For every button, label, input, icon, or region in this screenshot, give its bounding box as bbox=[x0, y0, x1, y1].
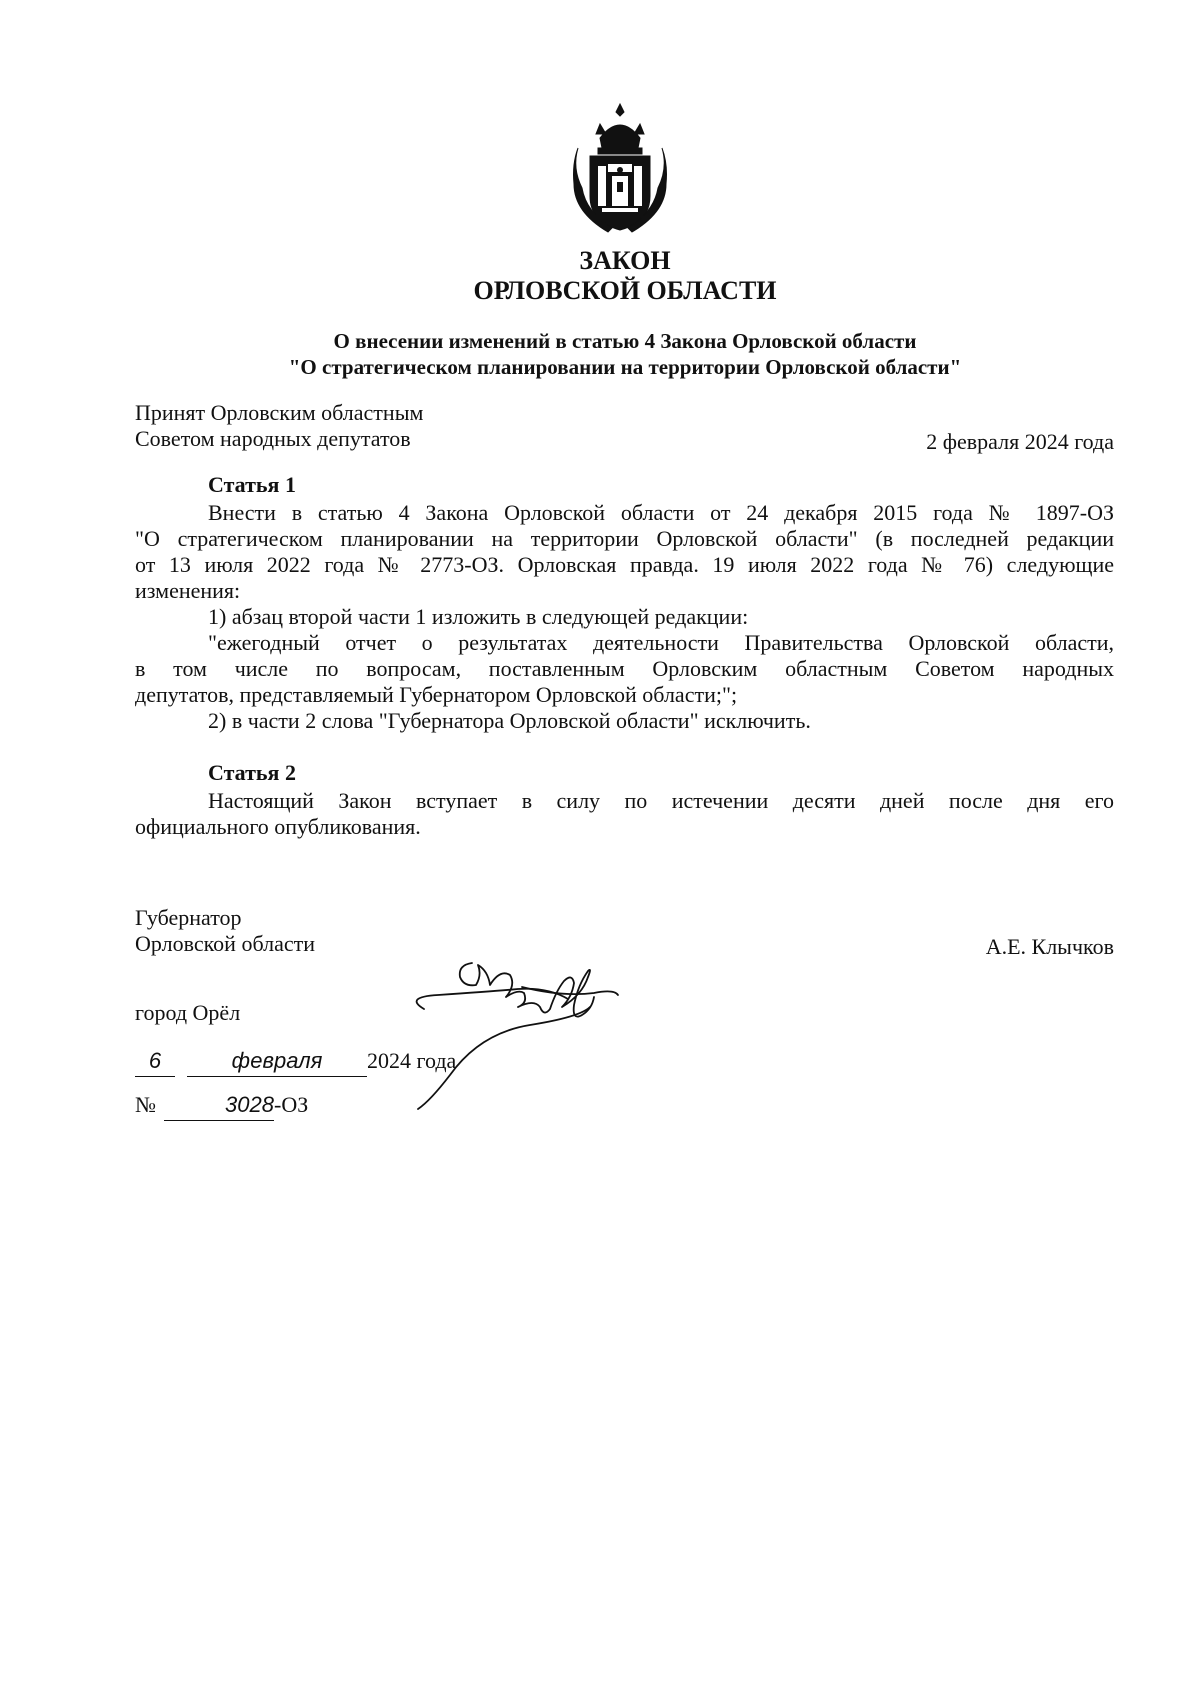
law-number-line bbox=[135, 1090, 308, 1121]
law-number-suffix: -ОЗ bbox=[274, 1092, 309, 1117]
signing-month: февраля bbox=[187, 1046, 367, 1077]
article-1-text-line-3: от 13 июля 2022 года № 2773-ОЗ. Орловская правда. 19 июля 2022 года № 76) следующие bbox=[135, 552, 1114, 577]
article-2-text-line-1: Настоящий Закон вступает в силу по истечении десяти дней после дня его bbox=[208, 788, 1114, 813]
title-line-1: ЗАКОН bbox=[579, 246, 671, 275]
article-1-heading: Статья 1 bbox=[208, 472, 296, 497]
signing-day: 6 bbox=[135, 1046, 175, 1077]
signatory-position-line-1: Губернатор bbox=[135, 905, 242, 930]
coat-of-arms-emblem bbox=[570, 100, 670, 240]
adopted-by-line-2: Советом народных депутатов bbox=[135, 426, 411, 451]
article-1-quote-line-3: депутатов, представляемый Губернатором Орловской области;"; bbox=[135, 682, 738, 707]
article-1-quote-line-2: в том числе по вопросам, поставленным Орловским областным Советом народных bbox=[135, 656, 1114, 681]
signing-year: 2024 года bbox=[367, 1048, 457, 1073]
subtitle-line-2: "О стратегическом планировании на территории Орловской области" bbox=[288, 355, 962, 379]
article-2-text-line-2: официального опубликования. bbox=[135, 814, 421, 839]
adopted-by-line-1: Принят Орловским областным bbox=[135, 400, 424, 425]
law-number: 3028 bbox=[164, 1090, 274, 1121]
number-sign: № bbox=[135, 1092, 156, 1117]
city-of-signing: город Орёл bbox=[135, 1000, 241, 1025]
subtitle-line-1: О внесении изменений в статью 4 Закона Орловской области bbox=[333, 329, 917, 353]
signatory-position-line-2: Орловской области bbox=[135, 931, 315, 956]
article-1-quote-line-1: "ежегодный отчет о результатах деятельности Правительства Орловской области, bbox=[208, 630, 1114, 655]
article-1-text-line-1: Внести в статью 4 Закона Орловской области от 24 декабря 2015 года № 1897-ОЗ bbox=[208, 500, 1114, 525]
article-1-item-1: 1) абзац второй части 1 изложить в следующей редакции: bbox=[208, 604, 749, 629]
article-1-text-line-4: изменения: bbox=[135, 578, 241, 603]
article-1-text-line-2: "О стратегическом планировании на территории Орловской области" (в последней редакции bbox=[135, 526, 1114, 551]
signatory-name: А.Е. Клычков bbox=[985, 934, 1114, 959]
article-2-heading: Статья 2 bbox=[208, 760, 296, 785]
title-line-2: ОРЛОВСКОЙ ОБЛАСТИ bbox=[473, 276, 777, 305]
handwritten-signature bbox=[410, 955, 655, 1115]
article-1-item-2: 2) в части 2 слова "Губернатора Орловской области" исключить. bbox=[208, 708, 811, 733]
adoption-date: 2 февраля 2024 года bbox=[926, 429, 1114, 454]
signing-date-line bbox=[135, 1046, 456, 1077]
